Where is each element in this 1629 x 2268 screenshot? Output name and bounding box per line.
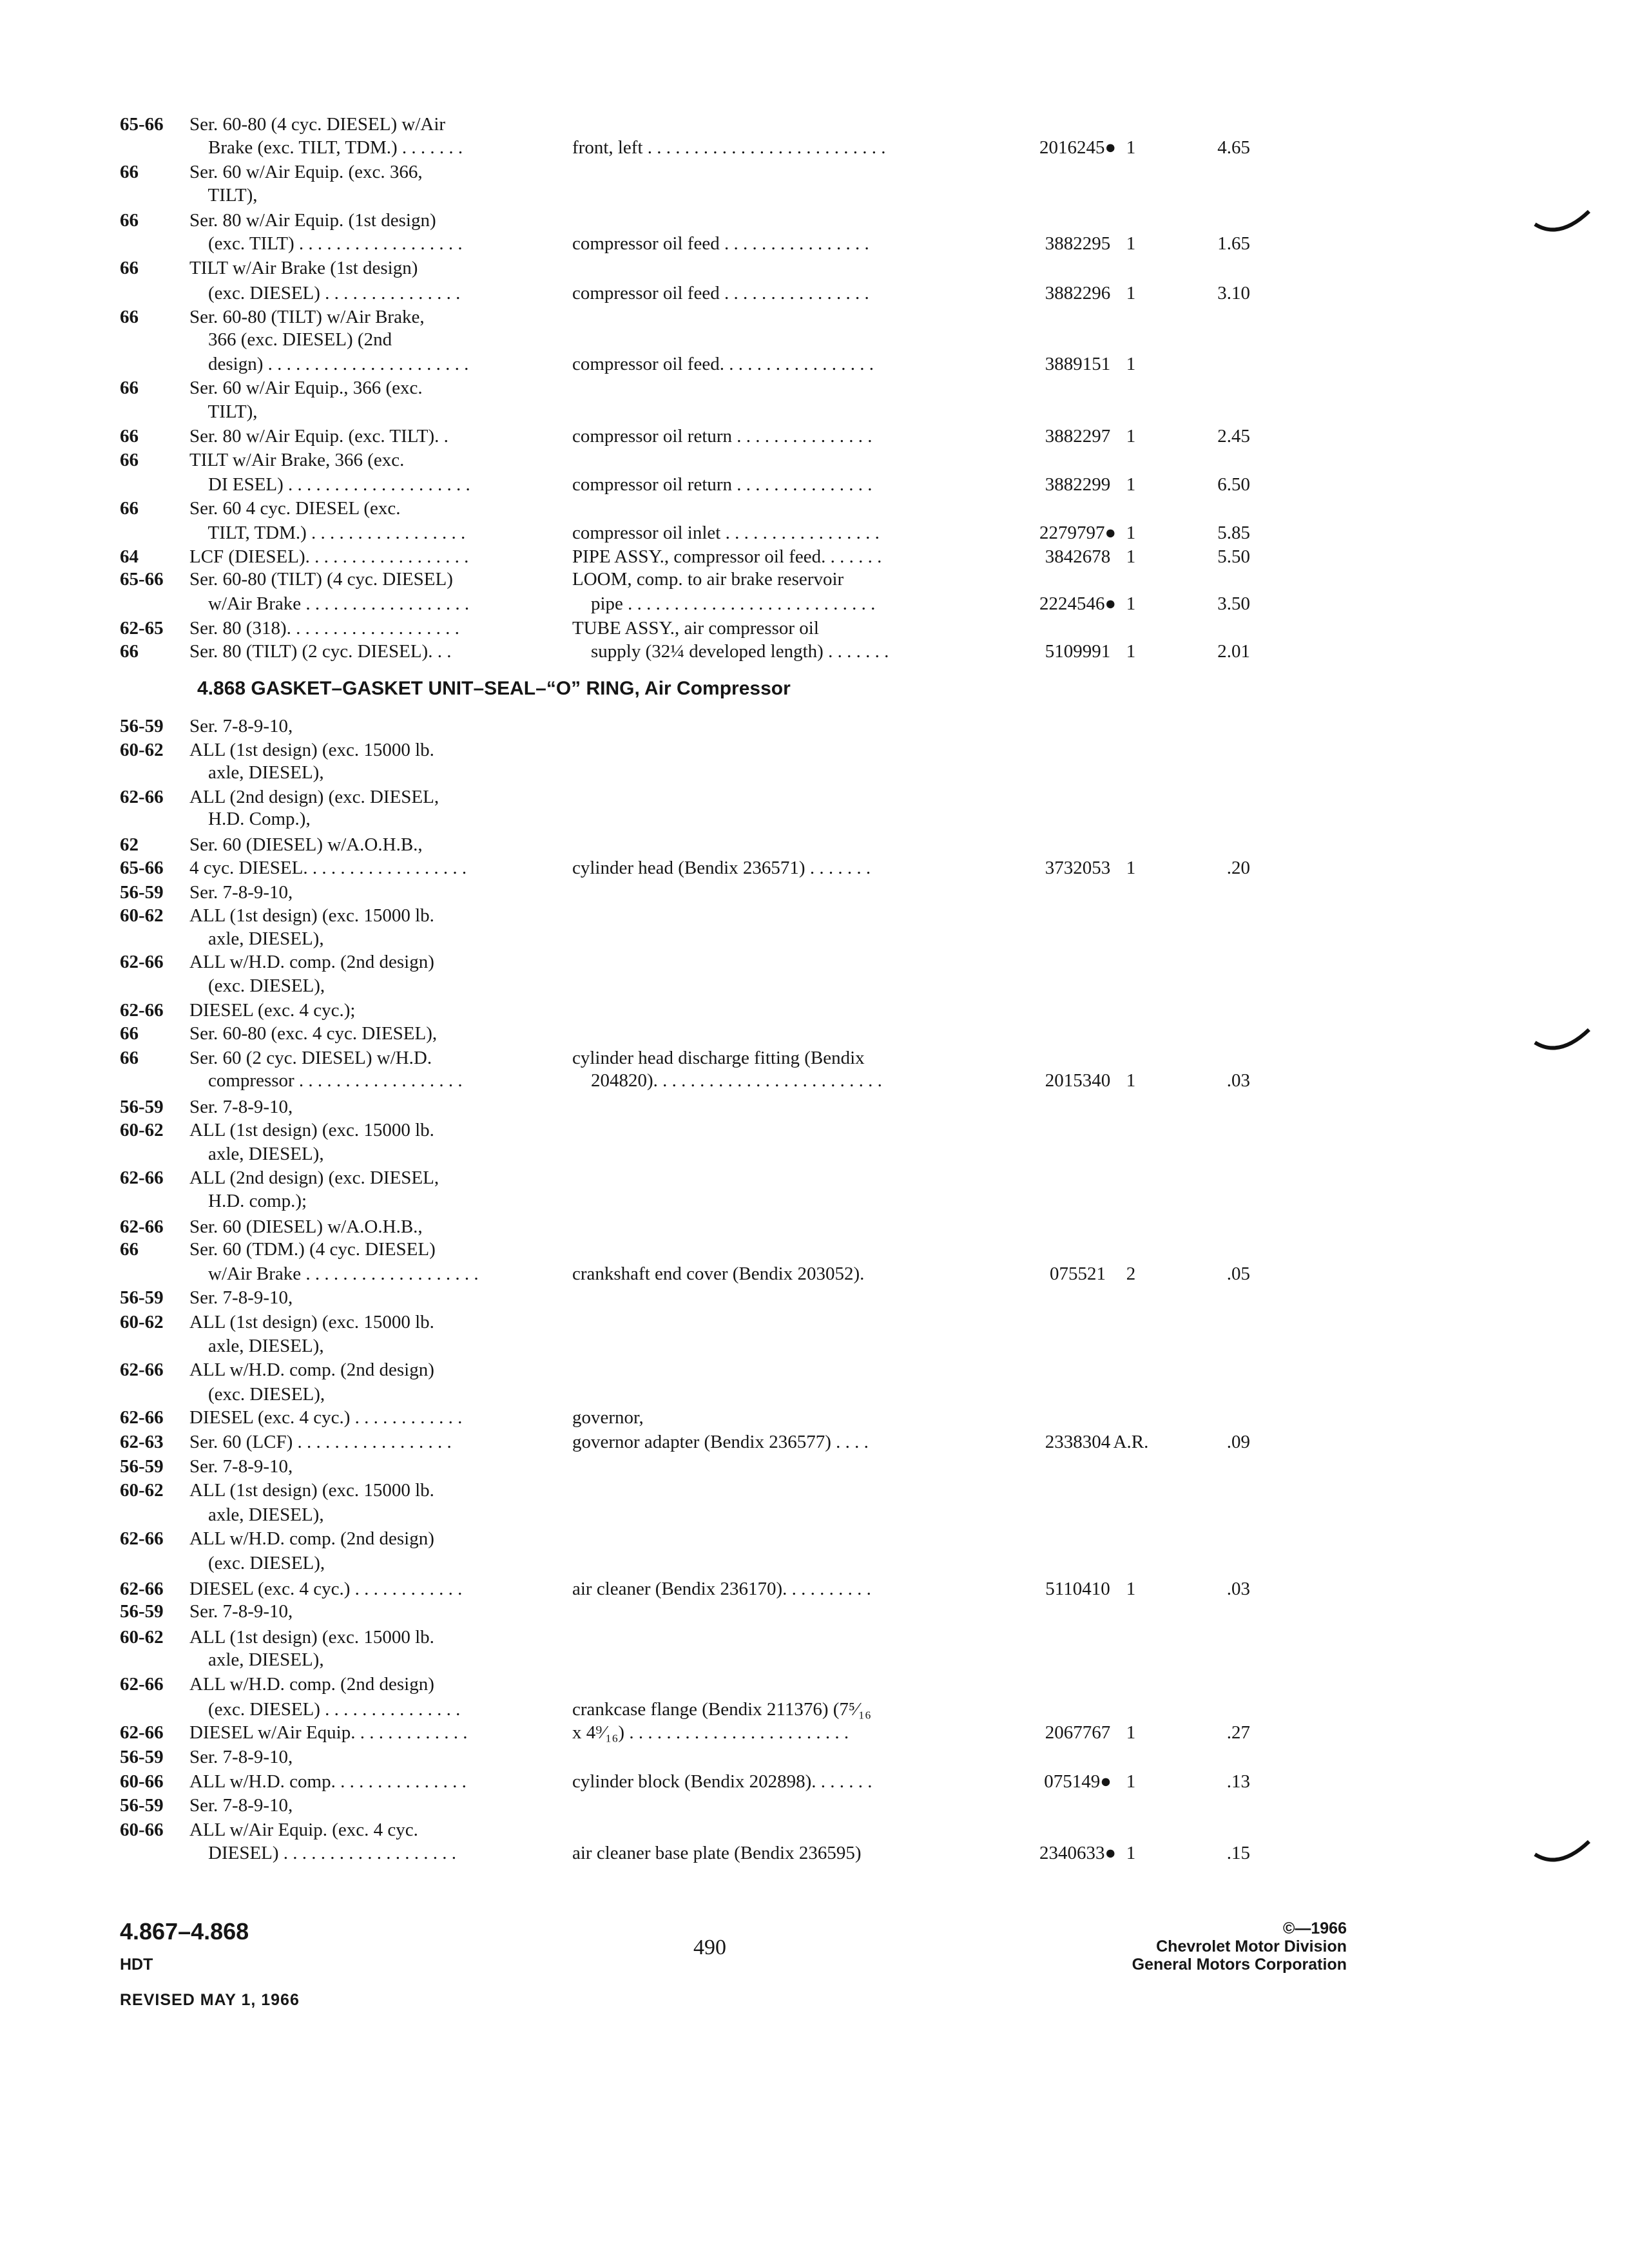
quantity: 1: [1126, 858, 1136, 878]
model-years: 60-66: [120, 1771, 164, 1792]
part-number: 3882295: [1045, 233, 1111, 254]
part-description: compressor oil feed . . . . . . . . . . . . . . . .: [572, 283, 869, 303]
model-years: 56-59: [120, 1456, 164, 1477]
list-price: 2.01: [1217, 641, 1250, 662]
part-description: supply (32¼ developed length) . . . . . . .: [572, 641, 889, 662]
part-number: 2067767: [1045, 1722, 1111, 1743]
model-description: ALL (2nd design) (exc. DIESEL,: [189, 787, 439, 807]
model-description: axle, DIESEL),: [189, 1649, 324, 1670]
model-description: TILT, TDM.) . . . . . . . . . . . . . . . . .: [189, 523, 466, 543]
model-description: Ser. 60-80 (exc. 4 cyc. DIESEL),: [189, 1023, 438, 1044]
list-price: .20: [1226, 858, 1250, 878]
model-years: 60-62: [120, 1120, 164, 1140]
part-description: air cleaner (Bendix 236170). . . . . . . . . .: [572, 1579, 871, 1599]
quantity: 1: [1126, 1722, 1136, 1743]
model-description: axle, DIESEL),: [189, 928, 324, 949]
model-years: 56-59: [120, 1097, 164, 1117]
model-description: H.D. Comp.),: [189, 809, 311, 829]
model-years: 66: [120, 1239, 139, 1260]
model-description: LCF (DIESEL). . . . . . . . . . . . . . . . . .: [189, 546, 469, 567]
model-description: ALL w/Air Equip. (exc. 4 cyc.: [189, 1820, 418, 1840]
part-description: governor adapter (Bendix 236577) . . . .: [572, 1432, 869, 1452]
part-description: x 4⁹⁄₁₆) . . . . . . . . . . . . . . . . . . . . . . . .: [572, 1722, 849, 1743]
list-price: 5.50: [1217, 546, 1250, 567]
model-years: 60-66: [120, 1820, 164, 1840]
model-years: 56-59: [120, 716, 164, 736]
model-description: Ser. 7-8-9-10,: [189, 882, 293, 903]
quantity: 1: [1126, 546, 1136, 567]
model-years: 62-63: [120, 1432, 164, 1452]
part-description: cylinder head discharge fitting (Bendix: [572, 1048, 865, 1068]
model-years: 62-66: [120, 1000, 164, 1021]
model-years: 60-62: [120, 1480, 164, 1501]
list-price: 3.10: [1217, 283, 1250, 303]
model-description: Ser. 60 w/Air Equip. (exc. 366,: [189, 162, 423, 182]
model-years: 60-62: [120, 1627, 164, 1648]
model-description: DIESEL) . . . . . . . . . . . . . . . . . . .: [189, 1843, 457, 1863]
part-number: 5110410: [1045, 1579, 1110, 1599]
list-price: .13: [1226, 1771, 1250, 1792]
quantity: 1: [1126, 474, 1136, 495]
model-years: 62-65: [120, 618, 164, 639]
model-description: Ser. 60 (DIESEL) w/A.O.H.B.,: [189, 834, 423, 855]
model-description: (exc. DIESEL),: [189, 1553, 325, 1573]
list-price: .05: [1226, 1264, 1250, 1284]
part-description: LOOM, comp. to air brake reservoir: [572, 569, 844, 590]
part-description: compressor oil feed . . . . . . . . . . . . . . . .: [572, 233, 869, 254]
model-description: Ser. 60 (TDM.) (4 cyc. DIESEL): [189, 1239, 436, 1260]
model-description: TILT w/Air Brake, 366 (exc.: [189, 450, 405, 470]
model-description: Ser. 7-8-9-10,: [189, 1097, 293, 1117]
model-description: ALL (1st design) (exc. 15000 lb.: [189, 1480, 434, 1501]
binder-mark: [1534, 1024, 1592, 1057]
part-number: 2016245●: [1039, 137, 1117, 158]
model-description: w/Air Brake . . . . . . . . . . . . . . . . . . .: [189, 1264, 479, 1284]
quantity: A.R.: [1113, 1432, 1149, 1452]
copyright: ©—1966: [1282, 1919, 1347, 1937]
model-years: 66: [120, 1048, 139, 1068]
model-description: Ser. 60 w/Air Equip., 366 (exc.: [189, 378, 423, 398]
binder-mark: [1534, 206, 1592, 238]
part-description: cylinder head (Bendix 236571) . . . . . . .: [572, 858, 871, 878]
quantity: 1: [1126, 354, 1136, 374]
quantity: 1: [1126, 593, 1136, 614]
model-years: 66: [120, 162, 139, 182]
model-description: Ser. 7-8-9-10,: [189, 1456, 293, 1477]
model-description: Ser. 60 (LCF) . . . . . . . . . . . . . . . . .: [189, 1432, 452, 1452]
quantity: 1: [1126, 641, 1136, 662]
model-description: Ser. 80 (TILT) (2 cyc. DIESEL). . .: [189, 641, 452, 662]
model-description: (exc. DIESEL) . . . . . . . . . . . . . . .: [189, 1699, 461, 1720]
model-description: w/Air Brake . . . . . . . . . . . . . . . . . .: [189, 593, 470, 614]
model-years: 62-66: [120, 952, 164, 972]
model-description: axle, DIESEL),: [189, 1144, 324, 1164]
model-years: 56-59: [120, 882, 164, 903]
model-years: 56-59: [120, 1601, 164, 1622]
model-description: Ser. 60 (2 cyc. DIESEL) w/H.D.: [189, 1048, 432, 1068]
model-years: 60-62: [120, 1312, 164, 1332]
list-price: 4.65: [1217, 137, 1250, 158]
model-description: (exc. DIESEL),: [189, 975, 325, 996]
model-description: Brake (exc. TILT, TDM.) . . . . . . .: [189, 137, 463, 158]
part-description: PIPE ASSY., compressor oil feed. . . . . . .: [572, 546, 882, 567]
part-description: compressor oil feed. . . . . . . . . . . . . . . . .: [572, 354, 874, 374]
part-number: 2338304: [1045, 1432, 1111, 1452]
model-description: TILT),: [189, 401, 258, 422]
model-description: (exc. TILT) . . . . . . . . . . . . . . . . . .: [189, 233, 463, 254]
part-number: 2224546●: [1039, 593, 1117, 614]
list-price: 1.65: [1217, 233, 1250, 254]
quantity: 1: [1126, 523, 1136, 543]
model-years: 64: [120, 546, 139, 567]
model-years: 66: [120, 498, 139, 519]
model-description: DI ESEL) . . . . . . . . . . . . . . . . . . . .: [189, 474, 470, 495]
part-number: 3732053: [1045, 858, 1111, 878]
model-description: Ser. 7-8-9-10,: [189, 1601, 293, 1622]
model-years: 66: [120, 641, 139, 662]
model-description: DIESEL (exc. 4 cyc.) . . . . . . . . . . . .: [189, 1579, 463, 1599]
part-number: 2015340: [1045, 1070, 1111, 1091]
model-years: 66: [120, 307, 139, 327]
model-description: ALL (1st design) (exc. 15000 lb.: [189, 1120, 434, 1140]
section-range: 4.867–4.868: [120, 1918, 249, 1945]
part-number: 2279797●: [1039, 523, 1117, 543]
quantity: 1: [1126, 426, 1136, 447]
model-years: 62: [120, 834, 139, 855]
part-number: 075149●: [1044, 1771, 1112, 1792]
vehicle-code: HDT: [120, 1956, 153, 1974]
model-years: 56-59: [120, 1795, 164, 1816]
quantity: 1: [1126, 1843, 1136, 1863]
part-description: crankshaft end cover (Bendix 203052).: [572, 1264, 865, 1284]
part-description: TUBE ASSY., air compressor oil: [572, 618, 819, 639]
model-description: Ser. 7-8-9-10,: [189, 1287, 293, 1308]
model-description: ALL w/H.D. comp. (2nd design): [189, 1674, 434, 1695]
model-description: 4 cyc. DIESEL. . . . . . . . . . . . . . . . . .: [189, 858, 467, 878]
quantity: 1: [1126, 233, 1136, 254]
model-description: axle, DIESEL),: [189, 1504, 324, 1525]
model-description: TILT w/Air Brake (1st design): [189, 258, 418, 278]
model-years: 62-66: [120, 1579, 164, 1599]
model-years: 60-62: [120, 740, 164, 760]
model-description: Ser. 60-80 (TILT) (4 cyc. DIESEL): [189, 569, 453, 590]
part-number: 3882297: [1045, 426, 1111, 447]
model-years: 62-66: [120, 787, 164, 807]
model-description: (exc. DIESEL) . . . . . . . . . . . . . . .: [189, 283, 461, 303]
list-price: 5.85: [1217, 523, 1250, 543]
model-description: ALL (1st design) (exc. 15000 lb.: [189, 1312, 434, 1332]
part-description: compressor oil return . . . . . . . . . . . . . . .: [572, 426, 872, 447]
part-description: 204820). . . . . . . . . . . . . . . . . . . . . . . . .: [572, 1070, 882, 1091]
model-years: 62-66: [120, 1407, 164, 1428]
model-description: Ser. 7-8-9-10,: [189, 1795, 293, 1816]
model-description: DIESEL w/Air Equip. . . . . . . . . . . . .: [189, 1722, 468, 1743]
model-years: 56-59: [120, 1287, 164, 1308]
model-description: ALL w/H.D. comp. . . . . . . . . . . . . . .: [189, 1771, 467, 1792]
corporation-name: General Motors Corporation: [1132, 1956, 1347, 1974]
model-description: (exc. DIESEL),: [189, 1384, 325, 1405]
model-years: 65-66: [120, 569, 164, 590]
part-description: crankcase flange (Bendix 211376) (7⁵⁄₁₆: [572, 1699, 872, 1720]
model-description: axle, DIESEL),: [189, 1336, 324, 1356]
list-price: 3.50: [1217, 593, 1250, 614]
quantity: 1: [1126, 1771, 1136, 1792]
list-price: 2.45: [1217, 426, 1250, 447]
model-description: ALL (1st design) (exc. 15000 lb.: [189, 740, 434, 760]
model-years: 66: [120, 426, 139, 447]
model-years: 62-66: [120, 1674, 164, 1695]
list-price: 6.50: [1217, 474, 1250, 495]
model-description: ALL (1st design) (exc. 15000 lb.: [189, 905, 434, 926]
model-description: axle, DIESEL),: [189, 762, 324, 783]
binder-mark: [1534, 1836, 1592, 1869]
model-years: 62-66: [120, 1528, 164, 1549]
model-description: design) . . . . . . . . . . . . . . . . . . . . . .: [189, 354, 469, 374]
part-description: cylinder block (Bendix 202898). . . . . . .: [572, 1771, 872, 1792]
model-years: 65-66: [120, 858, 164, 878]
model-description: H.D. comp.);: [189, 1191, 307, 1211]
list-price: .27: [1226, 1722, 1250, 1743]
page-number: 490: [693, 1936, 726, 1959]
model-years: 66: [120, 258, 139, 278]
model-description: Ser. 60-80 (TILT) w/Air Brake,: [189, 307, 425, 327]
model-years: 66: [120, 450, 139, 470]
section-heading: 4.868 GASKET–GASKET UNIT–SEAL–“O” RING, Air Compressor: [197, 678, 791, 699]
division-name: Chevrolet Motor Division: [1156, 1937, 1347, 1956]
part-number: 5109991: [1045, 641, 1111, 662]
list-price: .03: [1226, 1579, 1250, 1599]
model-description: Ser. 60-80 (4 cyc. DIESEL) w/Air: [189, 114, 446, 135]
model-description: ALL (1st design) (exc. 15000 lb.: [189, 1627, 434, 1648]
model-description: Ser. 7-8-9-10,: [189, 1747, 293, 1767]
model-description: ALL w/H.D. comp. (2nd design): [189, 1360, 434, 1380]
model-years: 62-66: [120, 1722, 164, 1743]
model-years: 66: [120, 210, 139, 231]
quantity: 1: [1126, 137, 1136, 158]
model-description: Ser. 80 w/Air Equip. (1st design): [189, 210, 436, 231]
model-description: Ser. 7-8-9-10,: [189, 716, 293, 736]
quantity: 2: [1126, 1264, 1136, 1284]
model-description: Ser. 60 4 cyc. DIESEL (exc.: [189, 498, 401, 519]
part-description: compressor oil return . . . . . . . . . . . . . . .: [572, 474, 872, 495]
model-years: 62-66: [120, 1360, 164, 1380]
quantity: 1: [1126, 1579, 1136, 1599]
list-price: .15: [1226, 1843, 1250, 1863]
part-description: compressor oil inlet . . . . . . . . . . . . . . . . .: [572, 523, 880, 543]
model-description: Ser. 80 w/Air Equip. (exc. TILT). .: [189, 426, 448, 447]
part-description: air cleaner base plate (Bendix 236595): [572, 1843, 862, 1863]
part-number: 075521: [1050, 1264, 1106, 1284]
part-number: 3889151: [1045, 354, 1111, 374]
model-years: 60-62: [120, 905, 164, 926]
model-description: 366 (exc. DIESEL) (2nd: [189, 329, 392, 350]
model-description: DIESEL (exc. 4 cyc.) . . . . . . . . . . . .: [189, 1407, 463, 1428]
model-years: 65-66: [120, 114, 164, 135]
list-price: .03: [1226, 1070, 1250, 1091]
model-years: 66: [120, 378, 139, 398]
part-number: 3882299: [1045, 474, 1111, 495]
model-description: Ser. 80 (318). . . . . . . . . . . . . . . . . . .: [189, 618, 459, 639]
part-description: pipe . . . . . . . . . . . . . . . . . . . . . . . . . . .: [572, 593, 876, 614]
model-description: TILT),: [189, 185, 258, 206]
model-description: Ser. 60 (DIESEL) w/A.O.H.B.,: [189, 1216, 423, 1237]
model-years: 62-66: [120, 1216, 164, 1237]
model-description: ALL w/H.D. comp. (2nd design): [189, 1528, 434, 1549]
model-years: 56-59: [120, 1747, 164, 1767]
quantity: 1: [1126, 1070, 1136, 1091]
model-years: 62-66: [120, 1168, 164, 1188]
model-description: ALL (2nd design) (exc. DIESEL,: [189, 1168, 439, 1188]
quantity: 1: [1126, 283, 1136, 303]
revised-date: REVISED MAY 1, 1966: [120, 1991, 300, 2009]
list-price: .09: [1226, 1432, 1250, 1452]
model-description: ALL w/H.D. comp. (2nd design): [189, 952, 434, 972]
part-description: front, left . . . . . . . . . . . . . . . . . . . . . . . . . .: [572, 137, 886, 158]
model-description: compressor . . . . . . . . . . . . . . . . . .: [189, 1070, 463, 1091]
part-number: 3882296: [1045, 283, 1111, 303]
model-description: DIESEL (exc. 4 cyc.);: [189, 1000, 356, 1021]
model-years: 66: [120, 1023, 139, 1044]
part-number: 3842678: [1045, 546, 1111, 567]
part-description: governor,: [572, 1407, 644, 1428]
part-number: 2340633●: [1039, 1843, 1117, 1863]
